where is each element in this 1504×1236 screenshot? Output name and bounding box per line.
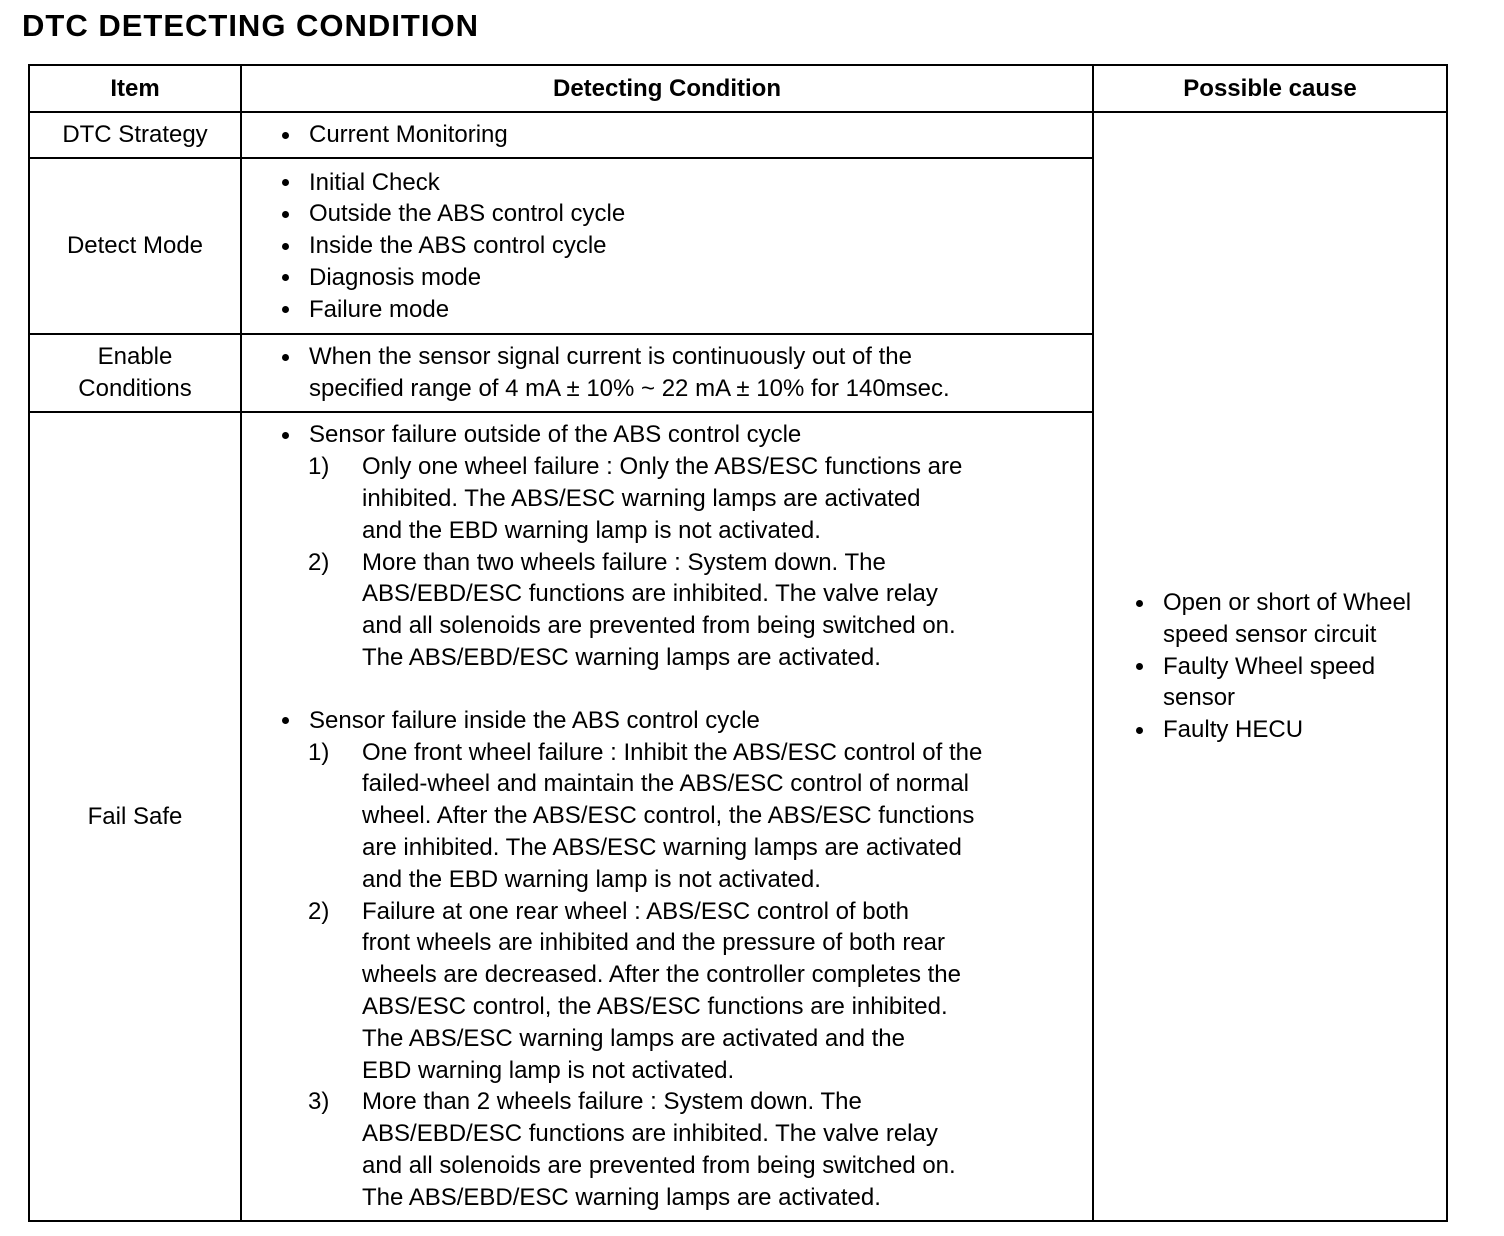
item-dtc-strategy: DTC Strategy bbox=[29, 112, 241, 158]
item-label-line: Conditions bbox=[78, 375, 192, 402]
item-label-line: Enable bbox=[97, 343, 173, 371]
item-enable-conditions bbox=[29, 334, 241, 412]
text-line: The ABS/ESC warning lamps are activated and the bbox=[362, 1024, 905, 1052]
spacer bbox=[276, 674, 1092, 705]
bullet-item: Failure mode bbox=[276, 294, 1092, 326]
item-number: 3) bbox=[308, 1088, 330, 1116]
numbered-item bbox=[276, 451, 1092, 546]
condition-dtc-strategy bbox=[241, 112, 1093, 158]
row-dtc-strategy bbox=[29, 112, 1447, 158]
item-number: 2) bbox=[308, 897, 330, 925]
cause-line: Open or short of Wheel bbox=[1163, 589, 1412, 616]
text-line: failed-wheel and maintain the ABS/ESC control of normal bbox=[362, 770, 969, 798]
bullet-inside-cycle: Sensor failure inside the ABS control cycle bbox=[276, 705, 1092, 737]
text-line: Failure at one rear wheel : ABS/ESC control of both bbox=[362, 897, 909, 925]
text-line: ABS/EBD/ESC functions are inhibited. The valve relay bbox=[362, 1120, 938, 1148]
table-header-row bbox=[29, 65, 1447, 112]
text-line: ABS/ESC control, the ABS/ESC functions are inhibited. bbox=[362, 992, 948, 1020]
text-line: The ABS/EBD/ESC warning lamps are activated. bbox=[362, 644, 881, 672]
text-line: Only one wheel failure : Only the ABS/ESC functions are bbox=[362, 453, 963, 481]
item-detect-mode: Detect Mode bbox=[29, 158, 241, 334]
text-line: and all solenoids are prevented from being switched on. bbox=[362, 612, 956, 640]
text-line: inhibited. The ABS/ESC warning lamps are activated bbox=[362, 485, 921, 513]
text-line: ABS/EBD/ESC functions are inhibited. The valve relay bbox=[362, 580, 938, 608]
bullet-item: Current Monitoring bbox=[276, 119, 1092, 151]
text-line: wheels are decreased. After the controller completes the bbox=[362, 961, 961, 989]
dtc-condition-table bbox=[28, 64, 1448, 1222]
cause-line: speed sensor circuit bbox=[1163, 620, 1377, 648]
numbered-item bbox=[276, 1086, 1092, 1213]
text-line: The ABS/EBD/ESC warning lamps are activated. bbox=[362, 1183, 881, 1211]
text-line: and the EBD warning lamp is not activated. bbox=[362, 865, 821, 893]
cause-line: Faulty Wheel speed bbox=[1163, 652, 1376, 680]
possible-cause-cell bbox=[1093, 112, 1447, 1221]
text-line: and all solenoids are prevented from being switched on. bbox=[362, 1151, 956, 1179]
text-line: and the EBD warning lamp is not activated. bbox=[362, 516, 821, 544]
text-line: More than 2 wheels failure : System down. The bbox=[362, 1088, 862, 1116]
cause-line: Faulty HECU bbox=[1163, 716, 1304, 744]
header-detecting-condition: Detecting Condition bbox=[241, 65, 1093, 112]
text-line: specified range of 4 mA ± 10% ~ 22 mA ± 10% for 140msec. bbox=[309, 375, 950, 402]
bullet-item: Diagnosis mode bbox=[276, 262, 1092, 294]
text-line: EBD warning lamp is not activated. bbox=[362, 1056, 735, 1084]
text-line: front wheels are inhibited and the pressure of both rear bbox=[362, 929, 946, 957]
numbered-item bbox=[276, 547, 1092, 674]
bullet-item: Inside the ABS control cycle bbox=[276, 230, 1092, 262]
text-line: are inhibited. The ABS/ESC warning lamps are activated bbox=[362, 834, 962, 861]
cause-faulty-sensor bbox=[1130, 651, 1446, 715]
cause-open-short bbox=[1130, 587, 1446, 651]
page-title: DTC DETECTING CONDITION bbox=[22, 8, 479, 43]
bullet-item: Outside the ABS control cycle bbox=[276, 198, 1092, 230]
bullet-outside-cycle: Sensor failure outside of the ABS control cycle bbox=[276, 419, 1092, 451]
condition-detect-mode bbox=[241, 158, 1093, 334]
text-line: When the sensor signal current is continuously out of the bbox=[309, 343, 912, 371]
item-number: 1) bbox=[308, 453, 330, 481]
cause-line: sensor bbox=[1163, 684, 1236, 712]
header-possible-cause: Possible cause bbox=[1093, 65, 1447, 112]
condition-fail-safe bbox=[241, 412, 1093, 1221]
text-line: One front wheel failure : Inhibit the ABS/ESC control of the bbox=[362, 738, 983, 766]
item-number: 1) bbox=[308, 738, 330, 766]
item-number: 2) bbox=[308, 548, 330, 576]
bullet-item: Initial Check bbox=[276, 167, 1092, 199]
item-fail-safe: Fail Safe bbox=[29, 412, 241, 1221]
numbered-item bbox=[276, 896, 1092, 1087]
condition-enable bbox=[241, 334, 1093, 412]
numbered-item bbox=[276, 737, 1092, 896]
text-line: More than two wheels failure : System down. The bbox=[362, 548, 886, 576]
text-line: wheel. After the ABS/ESC control, the ABS/ESC functions bbox=[362, 802, 975, 830]
header-item: Item bbox=[29, 65, 241, 112]
cause-faulty-hecu bbox=[1130, 714, 1446, 746]
bullet-item bbox=[276, 341, 1092, 405]
